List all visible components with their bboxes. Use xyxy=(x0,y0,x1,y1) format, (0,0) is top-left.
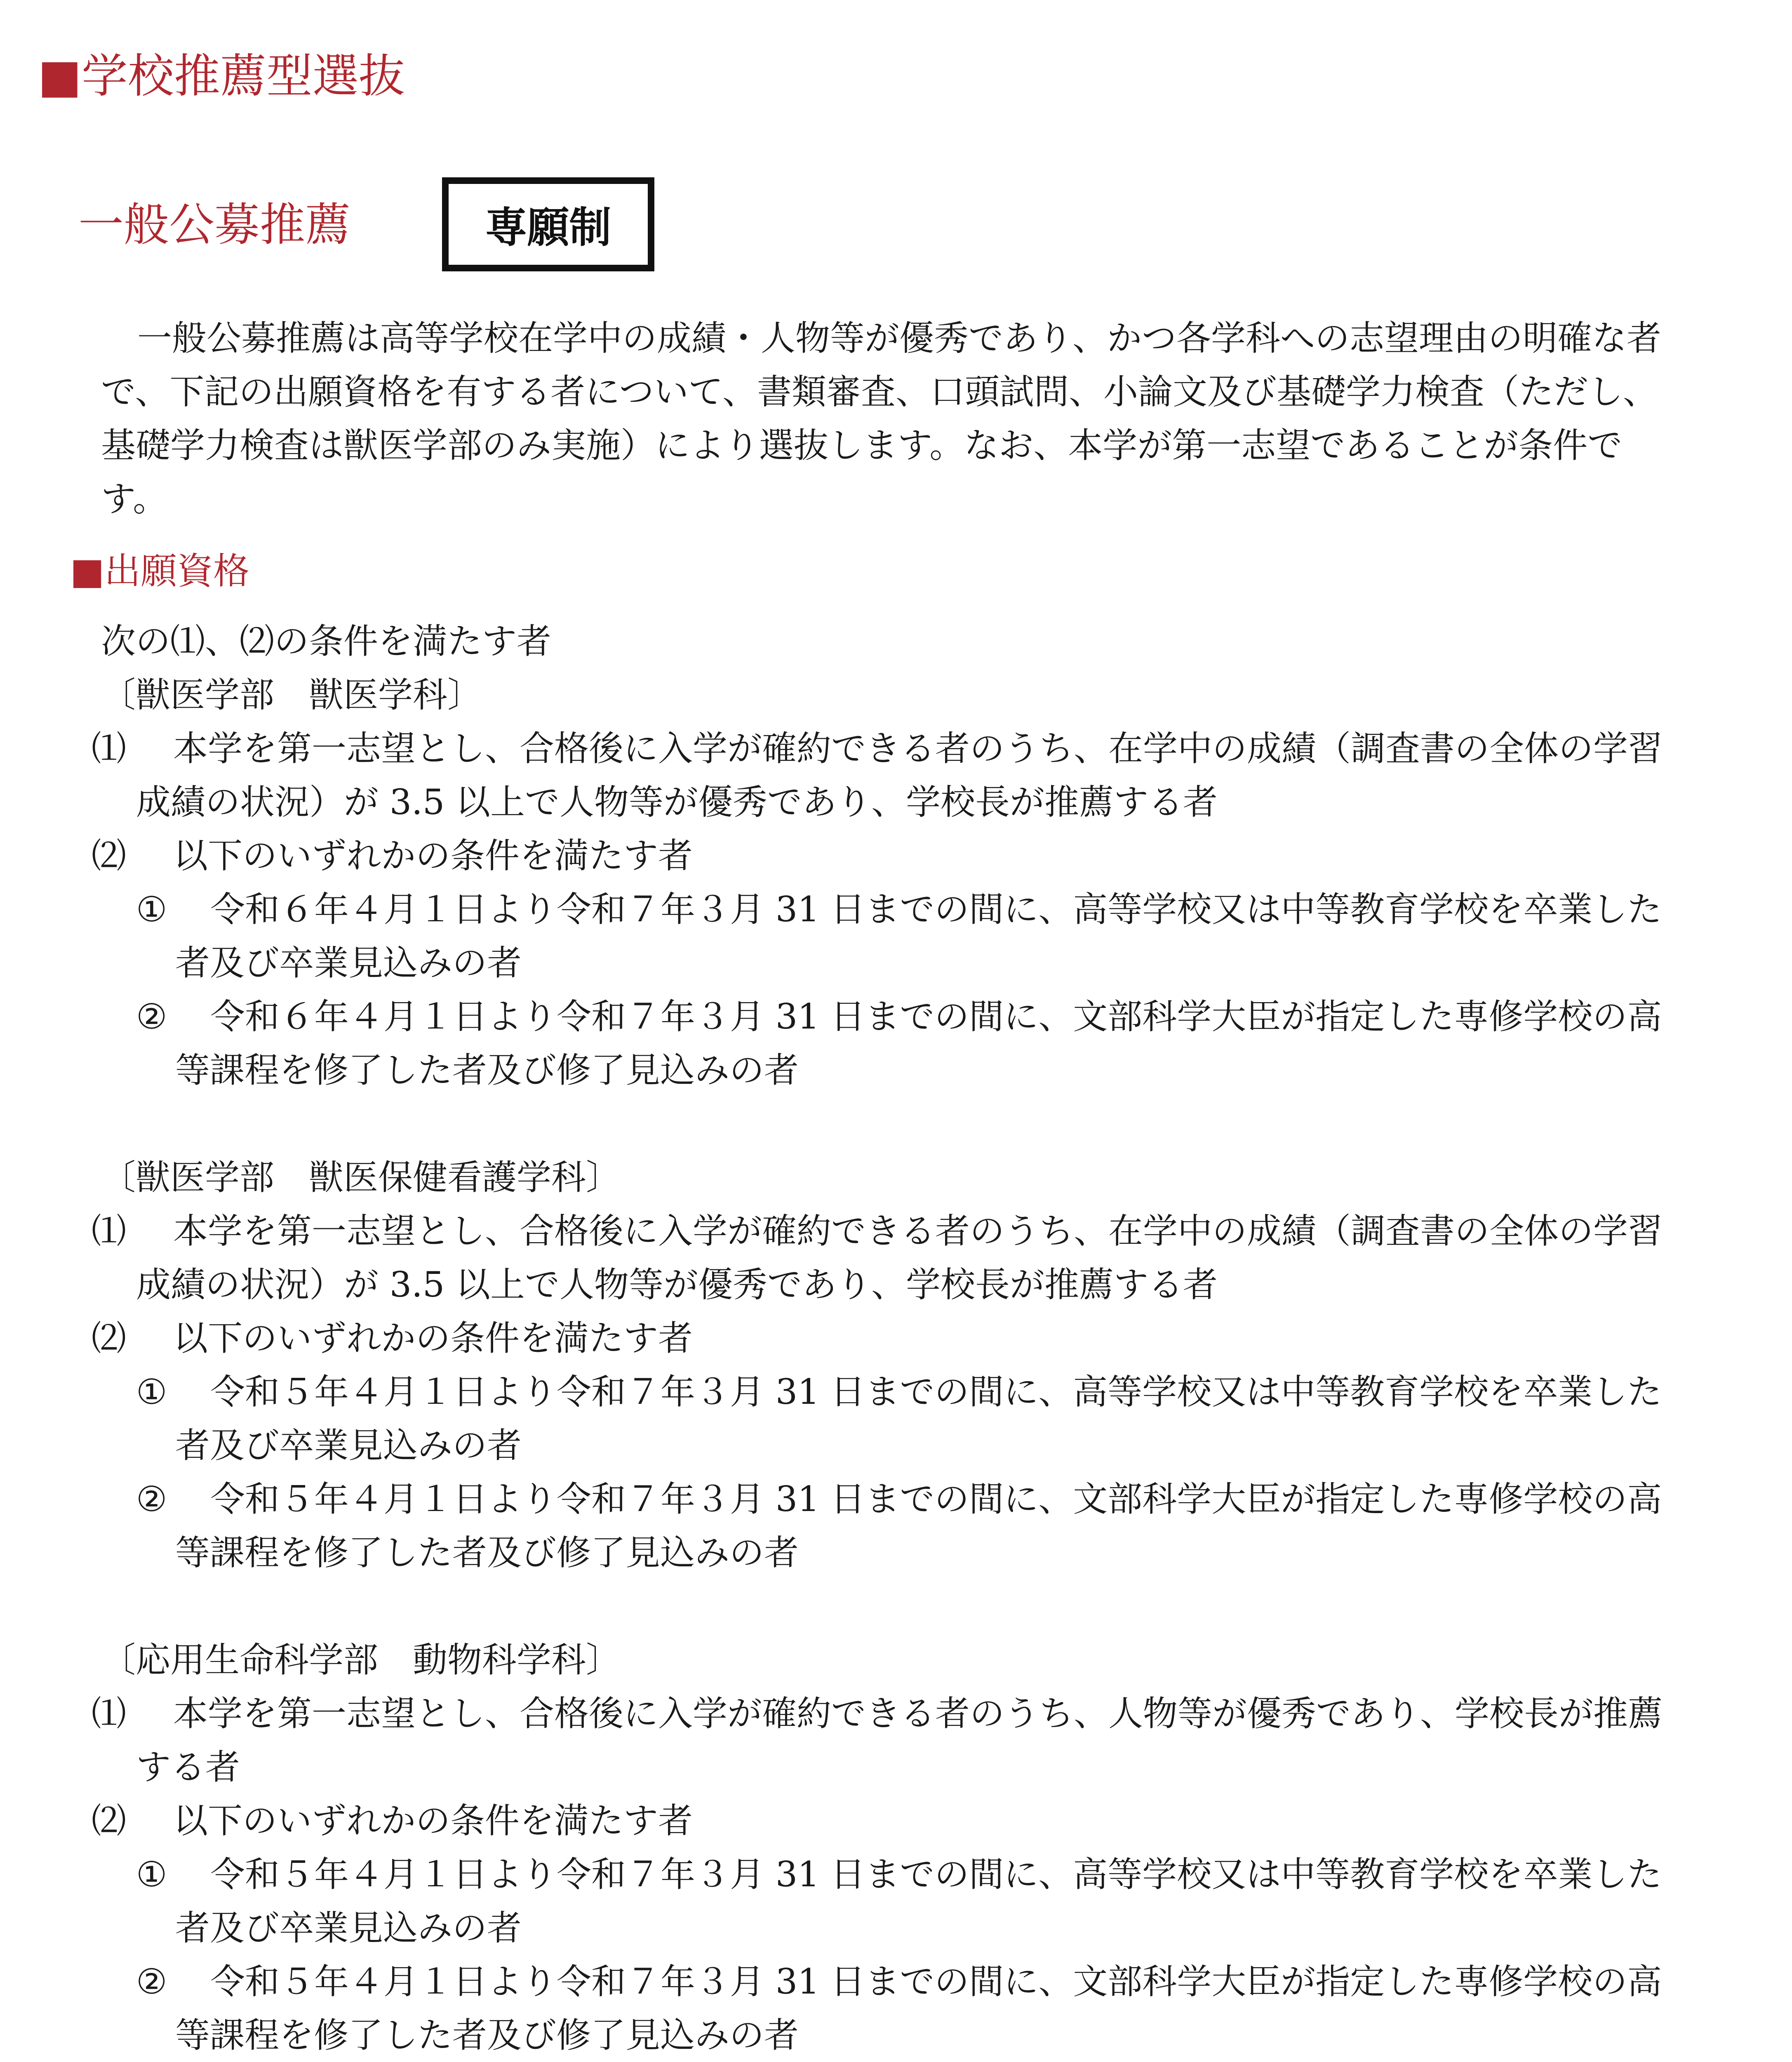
requirement-text: 本学を第一志望とし、合格後に入学が確約できる者のうち、在学中の成績（調査書の全体の学習 xyxy=(173,1211,1663,1251)
option-text: 等課程を修了した者及び修了見込みの者 xyxy=(175,2015,799,2055)
requirement-marker: ⑵ xyxy=(92,1801,127,1841)
intro-line: で、下記の出願資格を有する者について、書類審査、口頭試問、小論文及び基礎学力検査（ただし、 xyxy=(101,372,1658,412)
intro-line: 一般公募推薦は高等学校在学中の成績・人物等が優秀であり、かつ各学科への志望理由の明確な者 xyxy=(137,318,1662,358)
option-text: 者及び卒業見込みの者 xyxy=(175,943,522,983)
department-name: 〔応用生命科学部 動物科学科〕 xyxy=(101,1640,621,1680)
intro-paragraph xyxy=(101,311,1721,526)
requirement-text: する者 xyxy=(136,1747,240,1787)
requirement-marker: ⑴ xyxy=(92,1211,127,1251)
qualification-heading: ■出願資格 xyxy=(70,550,250,592)
option-text: 令和５年４月１日より令和７年３月 31 日までの間に、高等学校又は中等教育学校を卒業した xyxy=(210,1372,1662,1412)
requirement-text: 以下のいずれかの条件を満たす者 xyxy=(173,1318,693,1358)
requirement-marker: ⑴ xyxy=(92,728,127,769)
option-text: 等課程を修了した者及び修了見込みの者 xyxy=(175,1050,799,1090)
subsection-title: 一般公募推薦 xyxy=(78,198,350,251)
requirement-text: 成績の状況）が 3.5 以上で人物等が優秀であり、学校長が推薦する者 xyxy=(136,1264,1218,1305)
option-text: 令和５年４月１日より令和７年３月 31 日までの間に、文部科学大臣が指定した専修学校の高 xyxy=(210,1961,1662,2002)
requirement-text: 以下のいずれかの条件を満たす者 xyxy=(173,1801,693,1841)
option-text: 令和６年４月１日より令和７年３月 31 日までの間に、文部科学大臣が指定した専修学校の高 xyxy=(210,996,1662,1037)
option-text: 令和５年４月１日より令和７年３月 31 日までの間に、高等学校又は中等教育学校を卒業した xyxy=(210,1854,1662,1895)
option-text: 者及び卒業見込みの者 xyxy=(175,1425,522,1466)
requirement-text: 本学を第一志望とし、合格後に入学が確約できる者のうち、在学中の成績（調査書の全体の学習 xyxy=(173,728,1663,769)
requirement-text: 以下のいずれかの条件を満たす者 xyxy=(173,836,693,876)
department-name: 〔獣医学部 獣医保健看護学科〕 xyxy=(101,1157,621,1198)
option-marker: ② xyxy=(136,996,167,1037)
option-marker: ② xyxy=(136,1479,167,1519)
option-marker: ① xyxy=(136,1854,167,1895)
section-title: ■学校推薦型選抜 xyxy=(38,49,405,103)
condition-intro: 次の⑴、⑵の条件を満たす者 xyxy=(101,621,552,661)
option-marker: ① xyxy=(136,1372,167,1412)
requirement-text: 成績の状況）が 3.5 以上で人物等が優秀であり、学校長が推薦する者 xyxy=(136,782,1218,822)
requirement-marker: ⑴ xyxy=(92,1693,127,1734)
option-marker: ② xyxy=(136,1961,167,2002)
requirement-marker: ⑵ xyxy=(92,836,127,876)
requirement-marker: ⑵ xyxy=(92,1318,127,1358)
intro-line: す。 xyxy=(101,479,168,519)
badge-label: 専願制 xyxy=(485,203,611,252)
intro-line: 基礎学力検査は獣医学部のみ実施）により選抜します。なお、本学が第一志望であることが条件で xyxy=(101,425,1623,466)
option-text: 者及び卒業見込みの者 xyxy=(175,1908,522,1948)
option-text: 令和６年４月１日より令和７年３月 31 日までの間に、高等学校又は中等教育学校を卒業した xyxy=(210,889,1662,930)
department-name: 〔獣医学部 獣医学科〕 xyxy=(101,675,482,715)
requirement-text: 本学を第一志望とし、合格後に入学が確約できる者のうち、人物等が優秀であり、学校長が推薦 xyxy=(173,1693,1663,1734)
option-text: 令和５年４月１日より令和７年３月 31 日までの間に、文部科学大臣が指定した専修学校の高 xyxy=(210,1479,1662,1519)
option-text: 等課程を修了した者及び修了見込みの者 xyxy=(175,1532,799,1573)
exclusive-application-badge xyxy=(442,177,654,271)
option-marker: ① xyxy=(136,889,167,930)
